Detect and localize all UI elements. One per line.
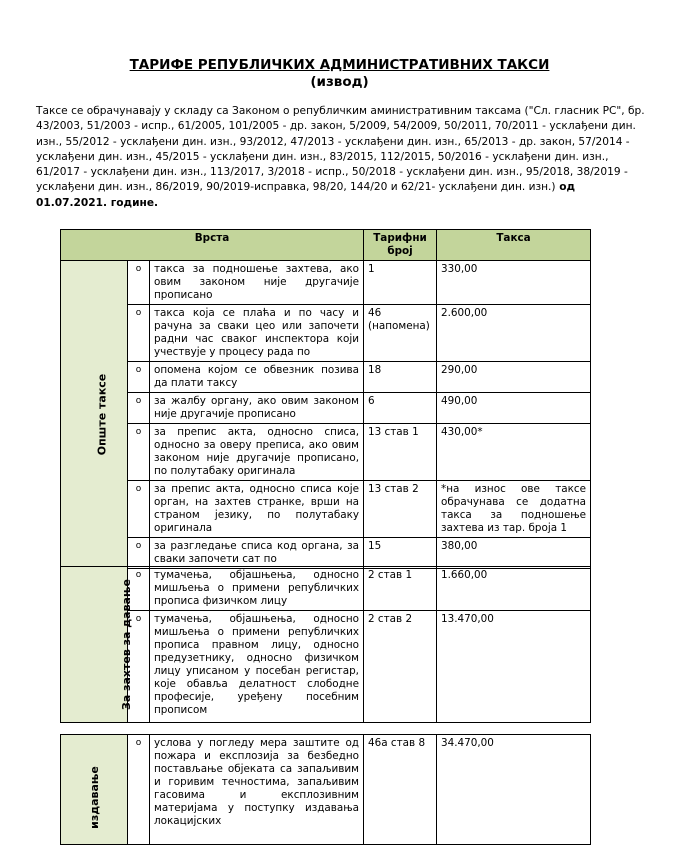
row-description: за разгледање списа код органа, за сваки започети сат по	[150, 538, 364, 569]
table-row	[61, 424, 591, 481]
row-fee: 330,00	[437, 261, 591, 305]
bullet: o	[128, 481, 150, 538]
fee-table-issuance	[60, 734, 591, 845]
title-sub: (извод)	[310, 74, 369, 90]
table-row	[61, 261, 591, 305]
row-tariff: 18	[364, 362, 437, 393]
row-tariff: 6	[364, 393, 437, 424]
intro-date: од 01.07.2021. године.	[36, 181, 576, 209]
intro-text: Таксе се обрачунавају у складу са Законом о републичким аминистративним таксама ("Сл. гласник РС", бр. 43/2003, 51/2003 - испр., 61/2005, 101/2005 - др. закон, 5/2009, 54/2009, 50/2011, 70/2011 - усклађени дин. изн., 55/2012 - усклађени дин. изн., 93/2012, 47/2013 - усклађени дин. изн., 65/2013 - др. закон, 57/2014 - усклађени дин. изн., 45/2015 - усклађени дин. изн., 83/2015, 112/2015, 50/2016 - усклађени дин. изн., 61/2017 - усклађени дин. изн., 113/2017, 3/2018 - испр., 50/2018 - усклађени дин. изн., 95/2018, 38/2019 - усклађени дин. изн., 86/2019, 90/2019-исправка, 98/20, 144/20 и 62/21- усклађени дин. изн.)	[36, 105, 645, 194]
section-label: Опште таксе	[95, 373, 109, 455]
row-tariff: 1	[364, 261, 437, 305]
row-fee: 13.470,00	[437, 611, 591, 723]
table-row	[61, 393, 591, 424]
row-fee: 2.600,00	[437, 305, 591, 362]
row-fee: 34.470,00	[437, 735, 591, 845]
bullet: o	[128, 567, 150, 611]
title-main: ТАРИФЕ РЕПУБЛИЧКИХ АДМИНИСТРАТИВНИХ ТАКСИ	[129, 57, 550, 73]
row-tariff: 2 став 1	[364, 567, 437, 611]
header-fee: Такса	[437, 230, 591, 261]
row-description: за препис акта, односно списа, односно за оверу преписа, ако овим законом није другачије прописано, по полутабаку оригинала	[150, 424, 364, 481]
row-description: опомена којом се обвезник позива да плати таксу	[150, 362, 364, 393]
section-label-cell	[61, 735, 128, 845]
row-fee: 1.660,00	[437, 567, 591, 611]
row-fee-note: *на износ ове таксе обрачунава се додатна такса за подношење захтева из тар. броја 1	[437, 481, 591, 538]
row-tariff: 13 став 1	[364, 424, 437, 481]
bullet: o	[128, 735, 150, 845]
fee-table-general	[60, 229, 591, 569]
header-kind: Врста	[61, 230, 364, 261]
row-description: такса која се плаћа и по часу и рачуна за сваки цео или започети радни час сваког инспектора који учествује у процесу рада по	[150, 305, 364, 362]
bullet: o	[128, 261, 150, 305]
row-description: тумачења, објашњења, односно мишљења о примени републичких прописа физичком лицу	[150, 567, 364, 611]
bullet: o	[128, 393, 150, 424]
row-tariff: 46 (напомена)	[364, 305, 437, 362]
header-tariff: Тарифни број	[364, 230, 437, 261]
document-title	[0, 57, 679, 91]
section-label: издавање	[87, 766, 101, 829]
bullet: o	[128, 362, 150, 393]
section-label: За захтев за давање	[119, 578, 133, 710]
row-fee: 380,00	[437, 538, 591, 569]
table-row	[61, 567, 591, 611]
row-description: за препис акта, односно списа које орган, на захтев странке, врши на страном језику, по полутабаку оригинала	[150, 481, 364, 538]
row-description: такса за подношење захтева, ако овим законом није другачије прописано	[150, 261, 364, 305]
table-row	[61, 481, 591, 538]
row-fee: 490,00	[437, 393, 591, 424]
table-row	[61, 362, 591, 393]
bullet: o	[128, 611, 150, 723]
table-row	[61, 538, 591, 569]
bullet: o	[128, 538, 150, 569]
row-tariff: 15	[364, 538, 437, 569]
table-row	[61, 735, 591, 845]
section-label-cell	[61, 261, 128, 569]
row-tariff: 13 став 2	[364, 481, 437, 538]
row-fee: 290,00	[437, 362, 591, 393]
row-description: тумачења, објашњења, односно мишљења о примени републичких прописа правном лицу, односно предузетнику, односно физичком лицу уписаном у посебан регистар, које обавља делатност слободне професије, уређену посебним прописом	[150, 611, 364, 723]
fee-table-opinions	[60, 566, 591, 723]
table-header-row	[61, 230, 591, 261]
table-row	[61, 611, 591, 723]
row-tariff: 2 став 2	[364, 611, 437, 723]
row-description: за жалбу органу, ако овим законом није другачије прописано	[150, 393, 364, 424]
row-tariff: 46а став 8	[364, 735, 437, 845]
section-label-cell	[61, 567, 133, 723]
bullet: o	[128, 424, 150, 481]
bullet: o	[128, 305, 150, 362]
intro-paragraph	[36, 104, 646, 211]
row-description: услова у погледу мера заштите од пожара и експлозија за безбедно постављање објеката са запаљивим и горивим течностима, запаљивим гасовима и експлозивним материјама у поступку издавања локацијских	[150, 735, 364, 845]
table-row	[61, 305, 591, 362]
row-fee: 430,00*	[437, 424, 591, 481]
